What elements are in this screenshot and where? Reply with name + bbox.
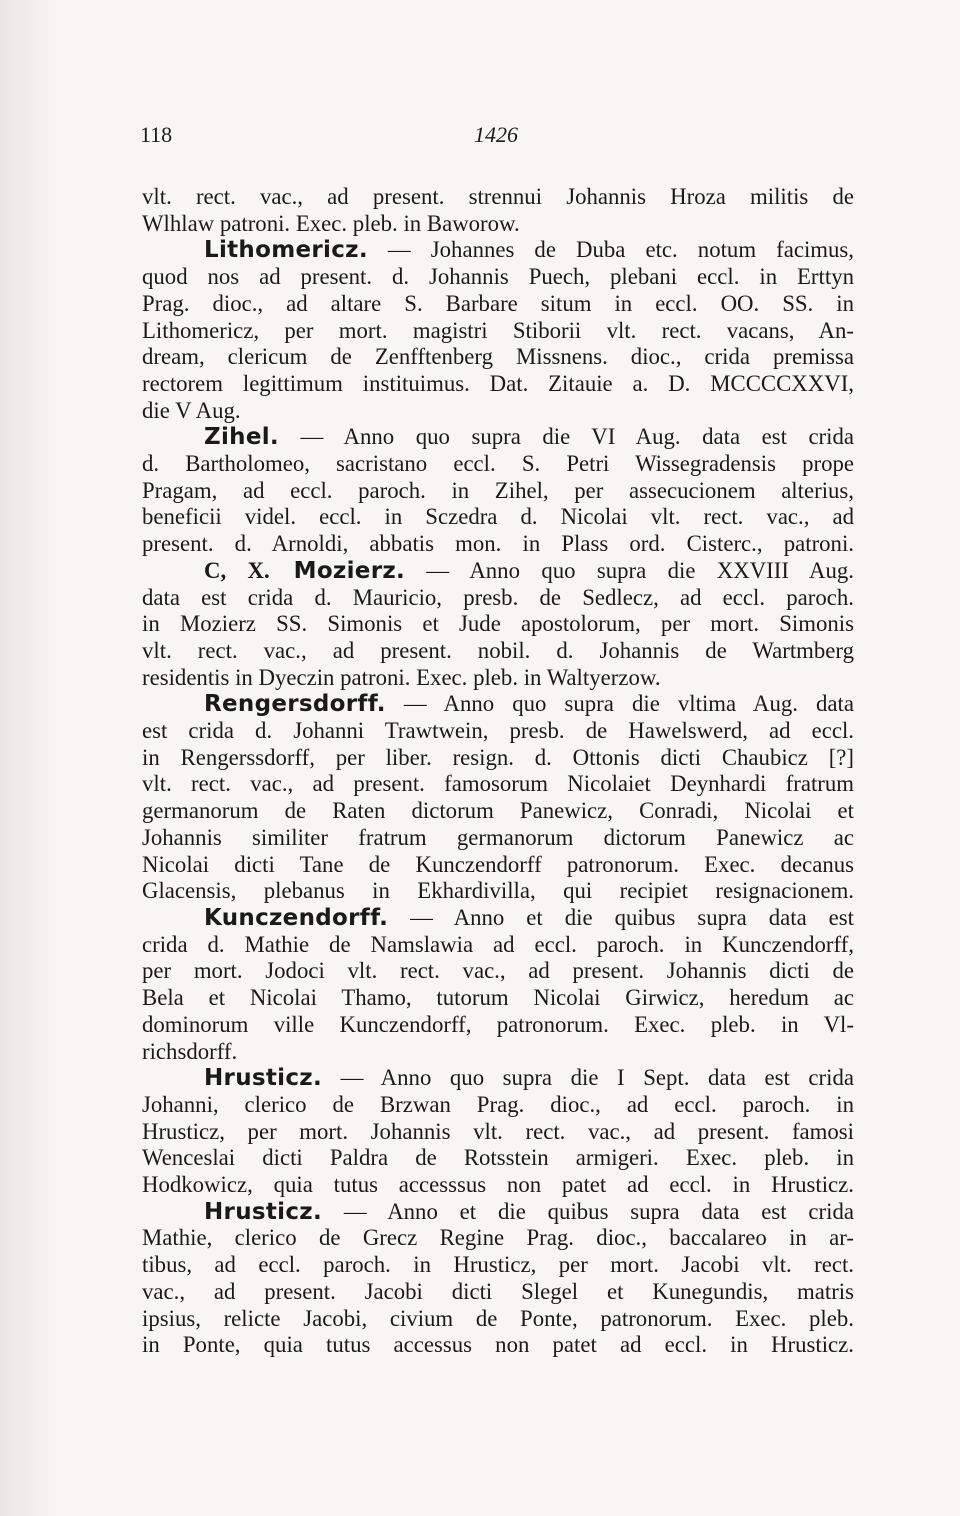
line-text: in Ponte, quia tutus accessus non patet ad eccl. in Hrusticz.: [142, 1332, 854, 1358]
line-text: — Anno quo supra die XXVIII Aug.: [405, 557, 855, 583]
line-text: crida d. Mathie de Namslawia ad eccl. paroch. in Kunczendorff,: [142, 931, 854, 957]
line-text: Johannis similiter fratrum germanorum dictorum Panewicz ac: [142, 824, 854, 850]
line-text: — Anno quo supra die I Sept. data est crida: [322, 1065, 854, 1091]
line-text: Bela et Nicolai Thamo, tutorum Nicolai Girwicz, heredum ac: [142, 985, 854, 1011]
text-line: [142, 504, 854, 531]
line-text: per mort. Jodoci vlt. rect. vac., ad present. Johannis dicti de: [142, 958, 854, 984]
line-text: vlt. rect. vac., ad present. famosorum Nicolaiet Deynhardi fratrum: [142, 771, 854, 797]
line-text: residentis in Dyeczin patroni. Exec. pleb. in Waltyerzow.: [142, 664, 661, 690]
text-line: [142, 665, 854, 692]
page-header: [140, 122, 852, 154]
entry-start-line: [142, 237, 854, 264]
text-line: [142, 1172, 854, 1199]
entry-heading: Rengersdorff.: [204, 691, 386, 718]
text-line: [142, 852, 854, 879]
line-text: Mathie, clerico de Grecz Regine Prag. dioc., baccalareo in ar-: [142, 1225, 854, 1251]
text-line: [142, 1332, 854, 1359]
margin-mark: C, X.: [204, 557, 270, 583]
text-line: [142, 451, 854, 478]
page-number: 118: [140, 122, 173, 147]
line-text: vlt. rect. vac., ad present. nobil. d. Johannis de Wartmberg: [142, 637, 854, 663]
text-line: [142, 825, 854, 852]
line-text: — Anno quo supra die VI Aug. data est crida: [278, 424, 854, 450]
text-line: [142, 611, 854, 638]
line-text: Wlhlaw patroni. Exec. pleb. in Baworow.: [142, 210, 520, 236]
entry-heading: Kunczendorff.: [204, 904, 389, 931]
text-line: [142, 718, 854, 745]
line-text: — Anno et die quibus supra data est crida: [322, 1198, 854, 1224]
text-line: [142, 1306, 854, 1333]
text-line: [142, 318, 854, 345]
text-line: [142, 398, 854, 425]
text-line: [142, 1119, 854, 1146]
line-text: dominorum ville Kunczendorff, patronorum. Exec. pleb. in Vl-: [142, 1011, 854, 1037]
line-text: beneficii videl. eccl. in Sczedra d. Nicolai vlt. rect. vac., ad: [142, 504, 854, 530]
entry-start-line: [142, 905, 854, 932]
line-text: Nicolai dicti Tane de Kunczendorff patronorum. Exec. decanus: [142, 851, 854, 877]
line-text: germanorum de Raten dictorum Panewicz, Conradi, Nicolai et: [142, 798, 854, 824]
running-header-year: 1426: [474, 122, 518, 147]
line-text: rectorem legittimum instituimus. Dat. Zitauie a. D. MCCCCXXVI,: [142, 370, 854, 396]
line-text: d. Bartholomeo, sacristano eccl. S. Petri Wissegradensis prope: [142, 451, 854, 477]
line-text: — Johannes de Duba etc. notum facimus,: [367, 237, 854, 263]
text-line: [142, 211, 854, 238]
line-text: die V Aug.: [142, 397, 241, 423]
text-line: [142, 1012, 854, 1039]
line-text: richsdorff.: [142, 1038, 238, 1064]
line-text: vac., ad present. Jacobi dicti Slegel et Kunegundis, matris: [142, 1278, 854, 1304]
entry-heading: Hrusticz.: [204, 1065, 322, 1092]
line-text: Lithomericz, per mort. magistri Stiborii vlt. rect. vacans, An-: [142, 317, 854, 343]
line-text: Hrusticz, per mort. Johannis vlt. rect. vac., ad present. famosi: [142, 1118, 854, 1144]
text-line: [142, 184, 854, 211]
text-line: [142, 531, 854, 558]
line-text: dream, clericum de Zenfftenberg Missnens. dioc., crida premissa: [142, 344, 854, 370]
text-line: [142, 932, 854, 959]
text-line: [142, 264, 854, 291]
entry-start-line: [142, 558, 854, 585]
entry-heading: Zihel.: [204, 424, 279, 451]
line-text: — Anno quo supra die vltima Aug. data: [385, 691, 854, 717]
line-text: Hodkowicz, quia tutus accesssus non patet ad eccl. in Hrusticz.: [142, 1172, 854, 1198]
entry-heading: Lithomericz.: [204, 237, 368, 264]
line-text: data est crida d. Mauricio, presb. de Sedlecz, ad eccl. paroch.: [142, 584, 854, 610]
line-text: Wenceslai dicti Paldra de Rotsstein armigeri. Exec. pleb. in: [142, 1145, 854, 1171]
line-text: in Mozierz SS. Simonis et Jude apostolorum, per mort. Simonis: [142, 611, 854, 637]
entry-heading: Mozierz.: [269, 557, 406, 584]
line-text: Johanni, clerico de Brzwan Prag. dioc., ad eccl. paroch. in: [142, 1091, 854, 1117]
text-line: [142, 1252, 854, 1279]
line-text: est crida d. Johanni Trawtwein, presb. de Hawelswerd, ad eccl.: [142, 718, 854, 744]
text-line: [142, 985, 854, 1012]
text-line: [142, 1145, 854, 1172]
line-text: in Rengerssdorff, per liber. resign. d. Ottonis dicti Chaubicz [?]: [142, 744, 854, 770]
text-line: [142, 745, 854, 772]
line-text: ipsius, relicte Jacobi, civium de Ponte, patronorum. Exec. pleb.: [142, 1305, 854, 1331]
line-text: quod nos ad present. d. Johannis Puech, plebani eccl. in Erttyn: [142, 264, 854, 290]
text-line: [142, 878, 854, 905]
text-line: [142, 1039, 854, 1066]
entry-start-line: [142, 1199, 854, 1226]
line-text: Prag. dioc., ad altare S. Barbare situm in eccl. OO. SS. in: [142, 290, 854, 316]
line-text: Pragam, ad eccl. paroch. in Zihel, per assecucionem alterius,: [142, 477, 854, 503]
entry-start-line: [142, 691, 854, 718]
text-line: [142, 585, 854, 612]
text-line: [142, 1092, 854, 1119]
line-text: — Anno et die quibus supra data est: [388, 904, 854, 930]
entry-start-line: [142, 1065, 854, 1092]
text-line: [142, 1279, 854, 1306]
entry-heading: Hrusticz.: [204, 1198, 322, 1225]
text-line: [142, 798, 854, 825]
text-line: [142, 478, 854, 505]
line-text: Glacensis, plebanus in Ekhardivilla, qui recipiet resignacionem.: [142, 878, 854, 904]
text-line: [142, 291, 854, 318]
text-line: [142, 371, 854, 398]
text-line: [142, 638, 854, 665]
text-line: [142, 344, 854, 371]
entry-start-line: [142, 424, 854, 451]
text-line: [142, 958, 854, 985]
line-text: vlt. rect. vac., ad present. strennui Johannis Hroza militis de: [142, 184, 854, 209]
line-text: present. d. Arnoldi, abbatis mon. in Plass ord. Cisterc., patroni.: [142, 531, 854, 557]
line-text: tibus, ad eccl. paroch. in Hrusticz, per mort. Jacobi vlt. rect.: [142, 1252, 854, 1278]
body-text: [142, 184, 854, 1359]
text-line: [142, 771, 854, 798]
text-line: [142, 1225, 854, 1252]
